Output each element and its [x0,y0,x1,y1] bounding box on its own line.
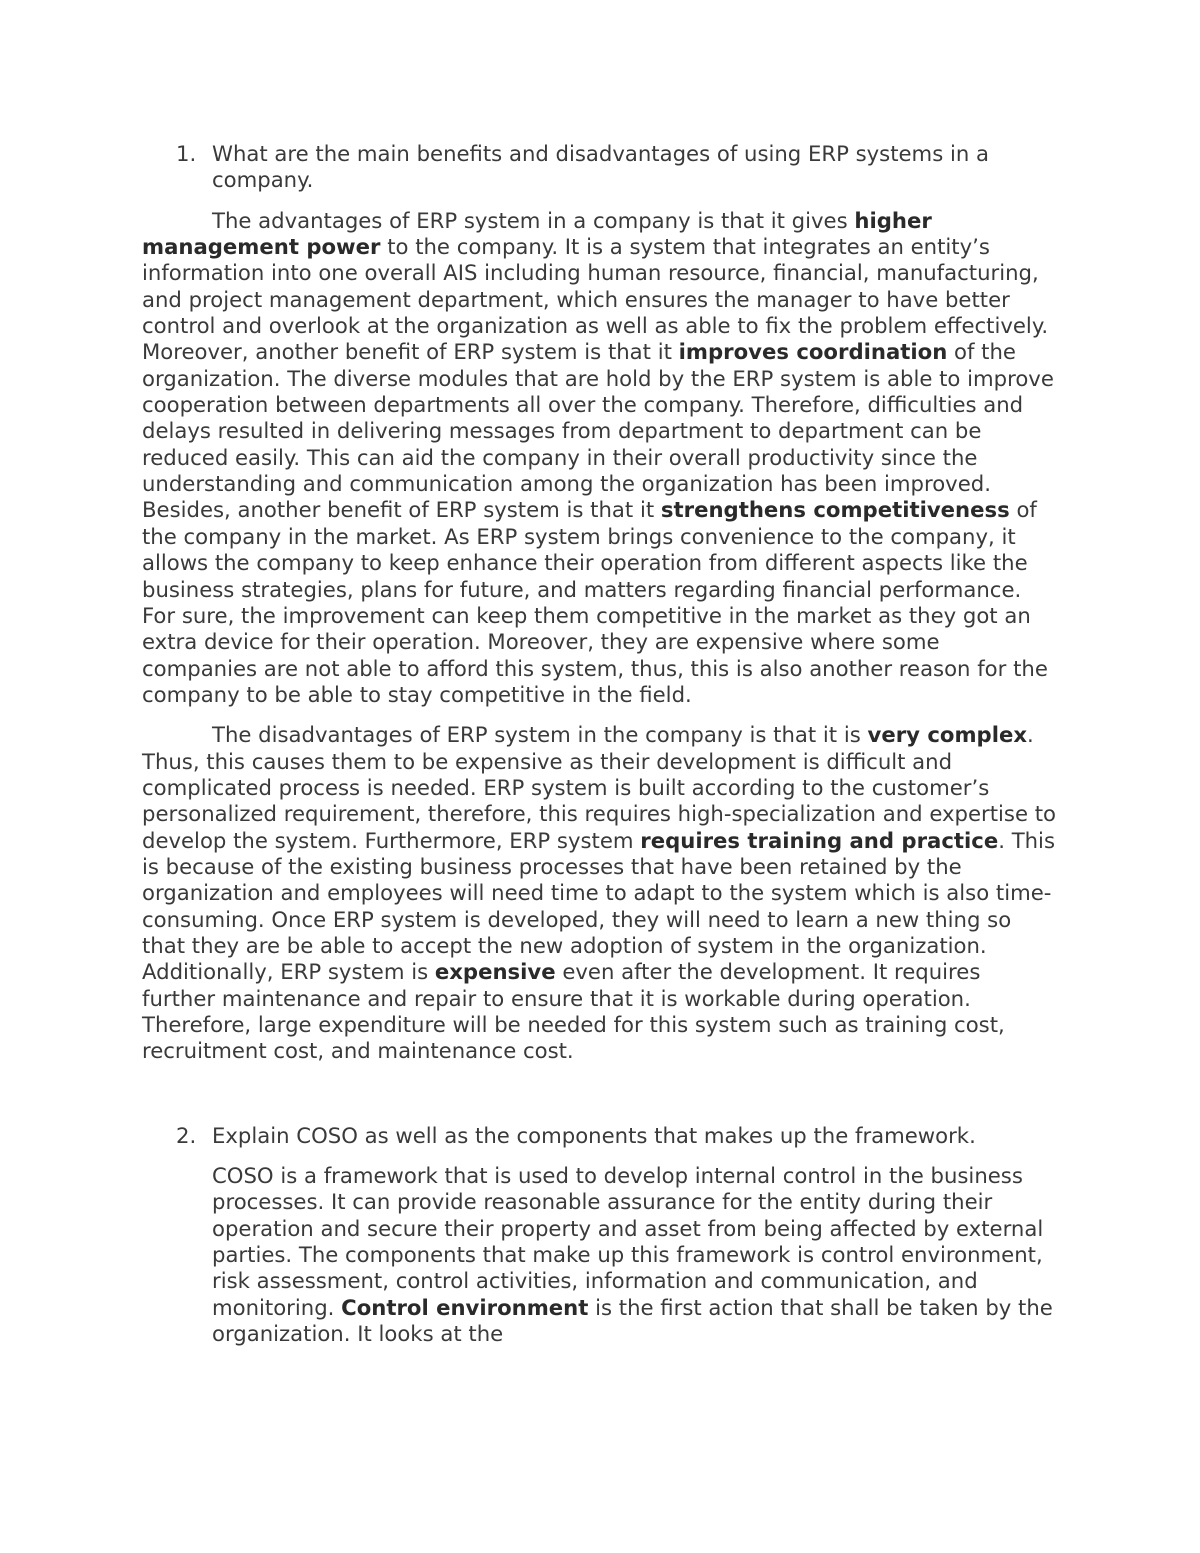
text-run: The advantages of ERP system in a company is that it gives [212,207,855,233]
text-run: COSO is a framework that is used to develop internal control in the business processes. It can provide reasonable assurance for the entity during their operation and secure their property and asset from being affected by external parties. The components that make up this framework is control environment, risk assessment, control activities, information and communication, and monitoring. [212,1163,1044,1320]
answer-1-disadvantages-paragraph [142,722,1060,1064]
text-run: . Thus, this causes them to be expensive as their development is difficult and complicated process is needed. ERP system is built according to the customer’s personalized requirement, therefore, this requires high-specialization and expertise to develop the system. Furthermore, ERP system [142,722,1056,853]
answer-1-advantages-paragraph [142,208,1060,709]
bold-phrase: Control environment [341,1294,589,1320]
question-2-text: Explain COSO as well as the components that makes up the framework. [212,1122,976,1148]
question-1-text: What are the main benefits and disadvantages of using ERP systems in a company. [212,141,990,193]
bold-phrase: expensive [434,959,556,985]
question-1-number: 1. [176,141,197,166]
bold-phrase: higher management power [142,207,932,260]
text-run: The disadvantages of ERP system in the company is that it is [212,722,868,748]
text-run: even after the development. It requires further maintenance and repair to ensure that it is workable during operation. Therefore, large expenditure will be needed for this system such as training cost, recruitment cost, and maintenance cost. [142,959,1005,1064]
bold-phrase: strengthens competitiveness [660,497,1010,523]
text-run: of the company in the market. As ERP system brings convenience to the company, it allows the company to keep enhance their operation from different aspects like the business strategies, plans for future, and matters regarding financial performance. For sure, the improvement can keep them competitive in the market as they got an extra device for their operation. Moreover, they are expensive where some companies are not able to afford this system, thus, this is also another reason for the company to be able to stay competitive in the field. [142,497,1048,707]
bold-phrase: requires training and practice [640,827,999,853]
answer-2-paragraph [212,1163,1060,1347]
bold-phrase: improves coordination [678,339,948,365]
text-run: to the company. It is a system that integrates an entity’s information into one overall AIS including human resource, financial, manufacturing, and project management department, which ensures the manager to have better control and overlook at the organization as well as able to fix the problem effectively. Moreover, another benefit of ERP system is that it [142,234,1049,365]
question-1 [142,141,1060,194]
document-page [142,141,1060,1347]
bold-phrase: very complex [867,722,1027,748]
question-2-number: 2. [176,1122,197,1148]
text-run: of the organization. The diverse modules that are hold by the ERP system is able to improve cooperation between departments all over the company. Therefore, difficulties and delays resulted in delivering messages from department to department can be reduced easily. This can aid the company in their overall productivity since the understanding and communication among the organization has been improved. Besides, another benefit of ERP system is that it [142,339,1054,523]
question-2 [142,1123,1060,1149]
text-run: . This is because of the existing business processes that have been retained by the organization and employees will need time to adapt to the system which is also time-consuming. Once ERP system is developed, they will need to learn a new thing so that they are be able to accept the new adoption of system in the organization. Additionally, ERP system is [142,827,1055,985]
text-run: is the first action that shall be taken by the organization. It looks at the [212,1294,1053,1347]
